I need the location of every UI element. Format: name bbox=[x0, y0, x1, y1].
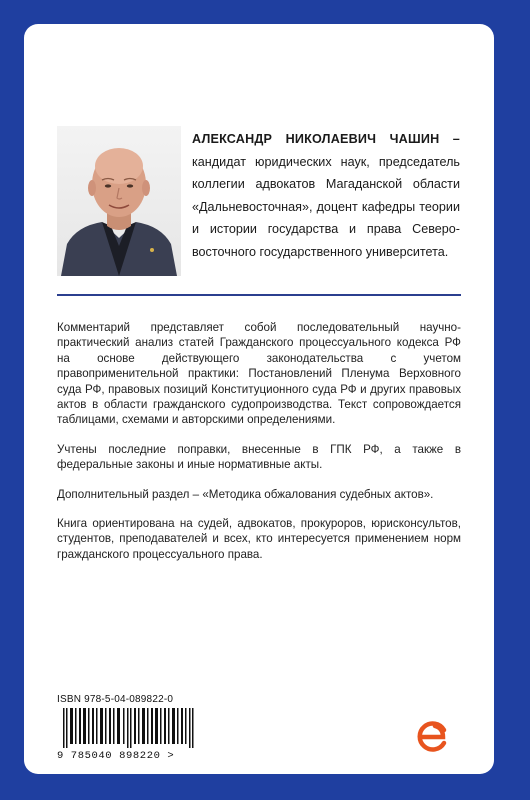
publisher-logo bbox=[414, 718, 450, 759]
author-bio: кандидат юридических наук, председатель коллегии адвокатов Магаданской области «Дальневосточная», доцент кафедры теории и истории государства и права Северо-восточного государственного университета. bbox=[192, 154, 460, 259]
eksmo-e-logo-icon bbox=[414, 718, 450, 754]
annotation-paragraph-4: Книга ориентирована на судей, адвокатов, прокуроров, юрисконсультов, студентов, преподавателей и всех, кто интересуется применением норм гражданского процессуального права. bbox=[57, 517, 461, 561]
isbn-number: ISBN 978-5-04-089822-0 bbox=[57, 694, 174, 705]
back-cover-page bbox=[24, 24, 494, 774]
annotation-paragraph-2: Учтены последние поправки, внесенные в ГПК РФ, а также в федеральные законы и иные нормативные акты. bbox=[57, 442, 461, 472]
barcode-digits: 9 785040 898220 > bbox=[57, 750, 175, 762]
divider-rule bbox=[57, 294, 461, 296]
annotation-paragraph-1: Комментарий представляет собой последовательный научно-практический анализ статей Гражданского процессуального кодекса РФ на основе действующего законодательства с учетом правоприменительной практики: Постановлений Пленума Верховного суда РФ, правовых позиций Конституционного суда РФ и других правовых актов в области гражданского судопроизводства. Текст сопровождается таблицами, схемами и авторскими определениями. bbox=[57, 321, 461, 427]
annotation-text bbox=[57, 320, 461, 576]
author-bio-block bbox=[192, 128, 460, 263]
author-portrait-icon bbox=[57, 126, 181, 276]
barcode-bars bbox=[63, 708, 199, 748]
author-photo bbox=[57, 126, 181, 276]
isbn-barcode bbox=[57, 694, 203, 766]
author-name: АЛЕКСАНДР НИКОЛАЕВИЧ ЧАШИН – bbox=[192, 132, 460, 146]
annotation-paragraph-3: Дополнительный раздел – «Методика обжалования судебных актов». bbox=[57, 487, 434, 501]
